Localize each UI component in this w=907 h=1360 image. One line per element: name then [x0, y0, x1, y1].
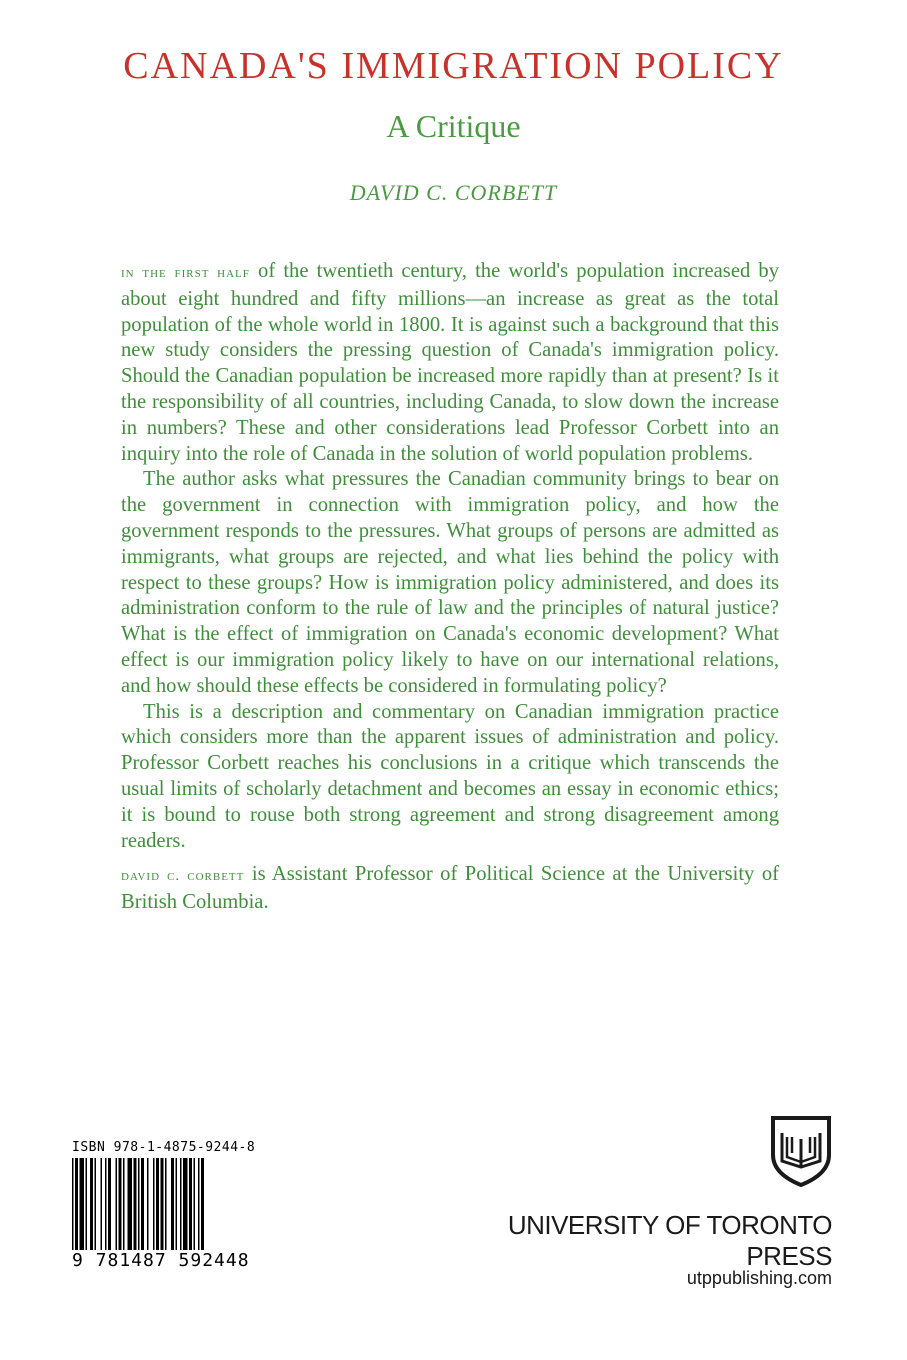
blurb-paragraph-1 [121, 259, 779, 467]
isbn-label: ISBN 978-1-4875-9244-8 [72, 1140, 256, 1155]
book-shield-icon [770, 1115, 832, 1187]
blurb-text [121, 259, 779, 916]
publisher-url: utppublishing.com [686, 1268, 832, 1288]
author-bio-text: is Assistant Professor of Political Science at the University of British Columbia. [121, 863, 779, 914]
publisher-name: UNIVERSITY OF TORONTO PRESS [507, 1210, 832, 1271]
blurb-paragraph-2: The author asks what pressures the Canadian community brings to bear on the government in connection with immigration policy, and how the government responds to the pressures. What groups of persons are admitted as immigrants, what groups are rejected, and what lies behind the policy with respect to these groups? How is immigration policy administered, and does its administration conform to the rule of law and the principles of natural justice? What is the effect of immigration on Canada's economic development? What effect is our immigration policy likely to have on our international relations, and how should these effects be considered in formulating policy? [121, 468, 779, 697]
blurb-paragraph-3: This is a description and commentary on Canadian immigration practice which considers more than the apparent issues of administration and policy. Professor Corbett reaches his conclusions in a critique which transcends the usual limits of scholarly detachment and becomes an essay in economic ethics; it is bound to rouse both strong agreement and strong disagreement among readers. [121, 700, 779, 852]
barcode-digits: 9 781487 592448 [72, 1250, 250, 1271]
book-title: CANADA'S IMMIGRATION POLICY [123, 45, 784, 87]
barcode-bars [72, 1158, 252, 1253]
blurb-paragraph-1-text: of the twentieth century, the world's population increased by about eight hundred and fifty millions—an increase as great as the total population of the whole world in 1800. It is against such a background that this new study considers the pressing question of Canada's immigration policy. Should the Canadian population be increased more rapidly than at present? Is it the responsibility of all countries, including Canada, to slow down the increase in numbers? These and other considerations lead Professor Corbett into an inquiry into the role of Canada in the solution of world population problems. [121, 260, 779, 465]
book-subtitle: A Critique [386, 108, 521, 144]
author-bio-name: david c. corbett [121, 868, 245, 885]
blurb-lead-in: in the first half [121, 265, 250, 281]
author-bio [121, 862, 779, 916]
isbn-barcode [72, 1140, 256, 1275]
author-name: DAVID C. CORBETT [349, 180, 558, 205]
